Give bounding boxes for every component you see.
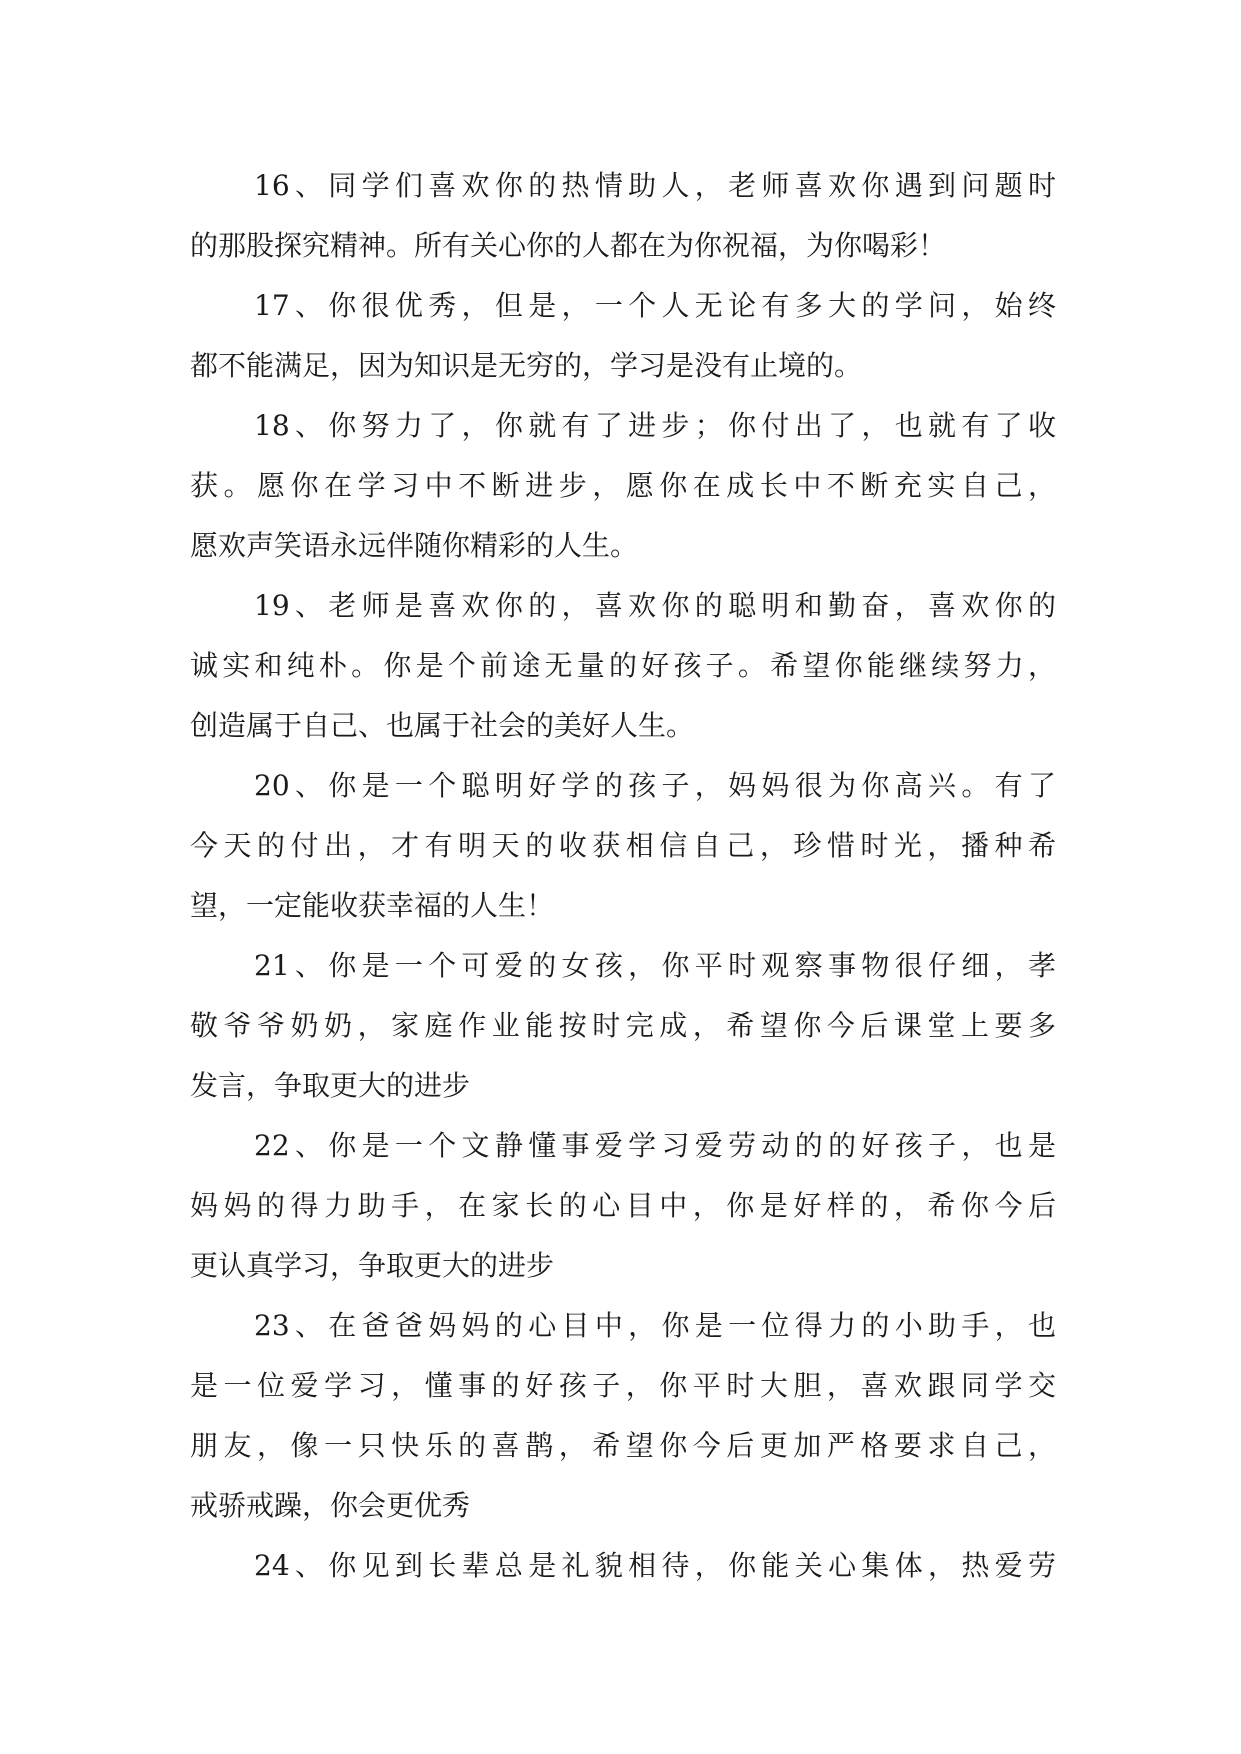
document-body bbox=[190, 156, 1056, 1596]
text-line: 21、你是一个可爱的女孩，你平时观察事物很仔细，孝 bbox=[254, 949, 1056, 982]
text-line: 戒骄戒躁，你会更优秀 bbox=[190, 1489, 471, 1522]
text-line: 创造属于自己、也属于社会的美好人生。 bbox=[190, 709, 695, 742]
text-line: 都不能满足，因为知识是无穷的，学习是没有止境的。 bbox=[190, 349, 863, 382]
text-line: 敬爷爷奶奶，家庭作业能按时完成，希望你今后课堂上要多 bbox=[190, 1009, 1056, 1042]
text-line: 17、你很优秀，但是，一个人无论有多大的学问，始终 bbox=[254, 289, 1056, 322]
paragraph-22 bbox=[190, 1116, 1056, 1296]
paragraph-23 bbox=[190, 1296, 1056, 1536]
paragraph-19 bbox=[190, 576, 1056, 756]
text-line: 是一位爱学习，懂事的好孩子，你平时大胆，喜欢跟同学交 bbox=[190, 1369, 1056, 1402]
paragraph-24 bbox=[190, 1536, 1056, 1596]
text-line: 获。愿你在学习中不断进步，愿你在成长中不断充实自己， bbox=[190, 469, 1056, 502]
text-line: 16、同学们喜欢你的热情助人，老师喜欢你遇到问题时 bbox=[254, 169, 1056, 202]
text-line: 24、你见到长辈总是礼貌相待，你能关心集体，热爱劳 bbox=[254, 1549, 1056, 1582]
text-line: 20、你是一个聪明好学的孩子，妈妈很为你高兴。有了 bbox=[254, 769, 1056, 802]
text-line: 愿欢声笑语永远伴随你精彩的人生。 bbox=[190, 529, 639, 562]
text-line: 诚实和纯朴。你是个前途无量的好孩子。希望你能继续努力， bbox=[190, 649, 1056, 682]
text-line: 的那股探究精神。所有关心你的人都在为你祝福，为你喝彩！ bbox=[190, 229, 947, 262]
text-line: 朋友，像一只快乐的喜鹊，希望你今后更加严格要求自己， bbox=[190, 1429, 1056, 1462]
text-line: 22、你是一个文静懂事爱学习爱劳动的的好孩子，也是 bbox=[254, 1129, 1056, 1162]
paragraph-17 bbox=[190, 276, 1056, 396]
paragraph-21 bbox=[190, 936, 1056, 1116]
text-line: 发言，争取更大的进步 bbox=[190, 1069, 471, 1102]
text-line: 19、老师是喜欢你的，喜欢你的聪明和勤奋，喜欢你的 bbox=[254, 589, 1056, 622]
text-line: 23、在爸爸妈妈的心目中，你是一位得力的小助手，也 bbox=[254, 1309, 1056, 1342]
text-line: 更认真学习，争取更大的进步 bbox=[190, 1249, 555, 1282]
paragraph-18 bbox=[190, 396, 1056, 576]
text-line: 妈妈的得力助手，在家长的心目中，你是好样的，希你今后 bbox=[190, 1189, 1056, 1222]
paragraph-20 bbox=[190, 756, 1056, 936]
text-line: 18、你努力了，你就有了进步；你付出了，也就有了收 bbox=[254, 409, 1056, 442]
text-line: 今天的付出，才有明天的收获相信自己，珍惜时光，播种希 bbox=[190, 829, 1056, 862]
text-line: 望，一定能收获幸福的人生！ bbox=[190, 889, 555, 922]
paragraph-16 bbox=[190, 156, 1056, 276]
